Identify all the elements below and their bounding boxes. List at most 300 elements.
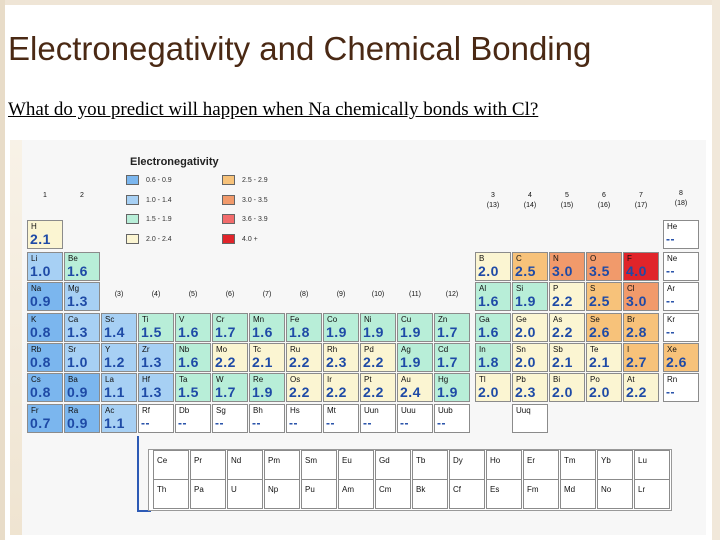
- electronegativity-value: 0.8: [30, 354, 51, 370]
- electronegativity-value: 0.9: [30, 293, 51, 309]
- electronegativity-value: --: [326, 416, 335, 430]
- electronegativity-value: 1.7: [437, 354, 458, 370]
- element-cell: [623, 373, 659, 402]
- electronegativity-value: 1.8: [478, 354, 499, 370]
- legend-swatch: [126, 195, 139, 205]
- element-symbol: As: [553, 315, 563, 324]
- element-symbol: In: [479, 345, 486, 354]
- electronegativity-value: --: [363, 416, 372, 430]
- element-cell: [663, 343, 699, 372]
- legend-label: 3.0 - 3.5: [242, 196, 268, 204]
- element-cell: [175, 373, 211, 402]
- element-cell: [512, 252, 548, 281]
- element-cell: [663, 313, 699, 342]
- element-symbol: Au: [401, 375, 411, 384]
- element-cell: [286, 373, 322, 402]
- element-symbol: Po: [590, 375, 600, 384]
- element-symbol: Ca: [68, 315, 79, 324]
- group-header: 3 (13): [486, 192, 500, 209]
- actinide-cell: [597, 479, 633, 509]
- actinide-cell: [634, 479, 670, 509]
- element-symbol: N: [553, 254, 559, 263]
- element-symbol: Cr: [216, 315, 225, 324]
- element-symbol: Al: [479, 284, 487, 293]
- electronegativity-value: 1.9: [437, 384, 458, 400]
- element-symbol: C: [516, 254, 522, 263]
- element-symbol: Hs: [290, 406, 300, 415]
- element-cell: [586, 373, 622, 402]
- element-cell: [286, 404, 322, 433]
- element-cell: [27, 373, 63, 402]
- element-symbol: S: [590, 284, 596, 293]
- group-header: 7 (17): [634, 192, 648, 209]
- electronegativity-value: 1.3: [141, 384, 162, 400]
- element-symbol: Cs: [31, 375, 41, 384]
- element-symbol: Sn: [516, 345, 526, 354]
- legend-item: [126, 233, 172, 245]
- element-symbol: Lr: [638, 485, 646, 494]
- element-symbol: V: [179, 315, 185, 324]
- element-symbol: Fm: [527, 485, 539, 494]
- electronegativity-value: 3.0: [552, 263, 573, 279]
- slide-question: What do you predict will happen when Na chemically bonds with Cl?: [8, 99, 539, 120]
- legend-item: [126, 213, 172, 225]
- element-cell: [101, 343, 137, 372]
- element-symbol: Ac: [105, 406, 115, 415]
- element-symbol: Md: [564, 485, 576, 494]
- element-cell: [397, 313, 433, 342]
- element-symbol: Li: [31, 254, 38, 263]
- element-symbol: Ne: [667, 254, 678, 263]
- element-cell: [175, 313, 211, 342]
- electronegativity-value: 1.1: [104, 384, 125, 400]
- group-header: (4): [151, 291, 161, 298]
- electronegativity-value: 2.8: [626, 324, 647, 340]
- element-cell: [360, 373, 396, 402]
- element-cell: [27, 404, 63, 433]
- element-cell: [101, 313, 137, 342]
- electronegativity-value: 2.3: [515, 384, 536, 400]
- legend-label: 1.0 - 1.4: [146, 196, 172, 204]
- actinide-cell: [153, 479, 189, 509]
- group-header: (12): [445, 291, 459, 298]
- legend-label: 4.0 +: [242, 235, 258, 243]
- legend-swatch: [126, 175, 139, 185]
- element-cell: [663, 220, 699, 249]
- lanthanide-cell: [523, 450, 559, 480]
- electronegativity-value: 1.9: [326, 324, 347, 340]
- element-symbol: Tc: [253, 345, 261, 354]
- element-symbol: Ag: [401, 345, 411, 354]
- element-symbol: K: [31, 315, 37, 324]
- element-cell: [64, 343, 100, 372]
- element-symbol: Sr: [68, 345, 76, 354]
- element-cell: [323, 313, 359, 342]
- element-cell: [512, 373, 548, 402]
- actinide-cell: [449, 479, 485, 509]
- element-cell: [27, 220, 63, 249]
- electronegativity-value: 1.4: [104, 324, 125, 340]
- element-cell: [323, 373, 359, 402]
- electronegativity-value: 3.0: [626, 293, 647, 309]
- electronegativity-value: 2.0: [515, 324, 536, 340]
- electronegativity-value: 1.3: [67, 324, 88, 340]
- element-symbol: Pa: [194, 485, 204, 494]
- electronegativity-value: 1.1: [104, 415, 125, 431]
- group-header: (6): [225, 291, 235, 298]
- element-symbol: Xe: [667, 345, 677, 354]
- element-symbol: Cu: [401, 315, 412, 324]
- electronegativity-value: 2.2: [363, 384, 384, 400]
- electronegativity-value: --: [289, 416, 298, 430]
- actinide-cell: [338, 479, 374, 509]
- lanthanide-cell: [190, 450, 226, 480]
- element-symbol: Bk: [416, 485, 426, 494]
- element-cell: [586, 313, 622, 342]
- element-symbol: W: [216, 375, 224, 384]
- element-cell: [64, 282, 100, 311]
- element-symbol: Tl: [479, 375, 486, 384]
- electronegativity-value: 2.5: [589, 293, 610, 309]
- element-symbol: Uuq: [516, 406, 531, 415]
- element-cell: [512, 282, 548, 311]
- group-header: (9): [336, 291, 346, 298]
- element-cell: [663, 252, 699, 281]
- group-header: (11): [409, 291, 421, 298]
- element-symbol: Tb: [416, 456, 426, 465]
- electronegativity-value: 0.8: [30, 384, 51, 400]
- element-cell: [549, 373, 585, 402]
- electronegativity-value: 2.4: [400, 384, 421, 400]
- element-symbol: At: [627, 375, 635, 384]
- electronegativity-value: 1.6: [178, 354, 199, 370]
- electronegativity-value: 2.0: [478, 263, 499, 279]
- element-cell: [64, 373, 100, 402]
- element-cell: [212, 343, 248, 372]
- slide-frame-top: [0, 0, 720, 5]
- element-cell: [434, 373, 470, 402]
- electronegativity-value: 3.5: [589, 263, 610, 279]
- element-symbol: Nd: [231, 456, 242, 465]
- electronegativity-value: 2.1: [252, 354, 273, 370]
- element-symbol: Mo: [216, 345, 228, 354]
- element-symbol: U: [231, 485, 237, 494]
- element-symbol: Sm: [305, 456, 317, 465]
- electronegativity-value: --: [141, 416, 150, 430]
- element-symbol: Cd: [438, 345, 449, 354]
- electronegativity-value: 2.3: [326, 354, 347, 370]
- element-symbol: Mg: [68, 284, 80, 293]
- legend-label: 1.5 - 1.9: [146, 215, 172, 223]
- element-symbol: Ar: [667, 284, 675, 293]
- element-symbol: Cm: [379, 485, 392, 494]
- element-symbol: Mt: [327, 406, 336, 415]
- element-symbol: Dy: [453, 456, 463, 465]
- electronegativity-value: 2.5: [515, 263, 536, 279]
- element-cell: [623, 313, 659, 342]
- element-cell: [434, 343, 470, 372]
- electronegativity-value: 2.0: [552, 384, 573, 400]
- element-symbol: Te: [590, 345, 599, 354]
- element-symbol: O: [590, 254, 597, 263]
- electronegativity-value: --: [437, 416, 446, 430]
- element-cell: [175, 404, 211, 433]
- element-cell: [212, 313, 248, 342]
- group-header: 5 (15): [560, 192, 574, 209]
- electronegativity-value: 2.2: [552, 293, 573, 309]
- element-symbol: I: [627, 345, 630, 354]
- element-symbol: Be: [68, 254, 78, 263]
- group-header: (8): [299, 291, 309, 298]
- element-cell: [663, 373, 699, 402]
- electronegativity-value: 1.9: [400, 324, 421, 340]
- electronegativity-value: 1.5: [141, 324, 162, 340]
- legend-item: [222, 194, 268, 206]
- element-symbol: Pb: [516, 375, 526, 384]
- element-symbol: Ce: [157, 456, 168, 465]
- element-symbol: Ti: [142, 315, 149, 324]
- electronegativity-value: 1.5: [178, 384, 199, 400]
- element-symbol: P: [553, 284, 559, 293]
- electronegativity-value: 1.7: [437, 324, 458, 340]
- element-symbol: Si: [516, 284, 524, 293]
- element-cell: [434, 313, 470, 342]
- element-symbol: Ge: [516, 315, 527, 324]
- element-symbol: Y: [105, 345, 111, 354]
- lanthanide-cell: [375, 450, 411, 480]
- element-symbol: Pr: [194, 456, 202, 465]
- element-cell: [27, 343, 63, 372]
- electronegativity-value: 2.2: [215, 354, 236, 370]
- element-cell: [27, 252, 63, 281]
- element-symbol: Co: [327, 315, 338, 324]
- element-symbol: Yb: [601, 456, 611, 465]
- element-symbol: Pu: [305, 485, 315, 494]
- element-cell: [360, 313, 396, 342]
- electronegativity-value: 1.9: [400, 354, 421, 370]
- lanthanide-cell: [338, 450, 374, 480]
- lanthanide-cell: [264, 450, 300, 480]
- element-cell: [175, 343, 211, 372]
- element-cell: [64, 404, 100, 433]
- electronegativity-value: --: [666, 385, 675, 399]
- electronegativity-value: 1.6: [178, 324, 199, 340]
- electronegativity-value: 1.0: [67, 354, 88, 370]
- electronegativity-value: --: [178, 416, 187, 430]
- element-symbol: Cf: [453, 485, 461, 494]
- element-cell: [249, 313, 285, 342]
- element-cell: [138, 373, 174, 402]
- element-symbol: Ir: [327, 375, 332, 384]
- element-symbol: Hf: [142, 375, 150, 384]
- actinide-cell: [375, 479, 411, 509]
- element-symbol: Ra: [68, 406, 79, 415]
- electronegativity-value: 2.0: [515, 354, 536, 370]
- lanthanide-cell: [486, 450, 522, 480]
- electronegativity-value: 1.9: [252, 384, 273, 400]
- element-cell: [249, 373, 285, 402]
- element-cell: [397, 373, 433, 402]
- group-header: 4 (14): [523, 192, 537, 209]
- element-symbol: Rb: [31, 345, 42, 354]
- element-symbol: Mn: [253, 315, 265, 324]
- element-symbol: Ba: [68, 375, 78, 384]
- electronegativity-value: 1.9: [363, 324, 384, 340]
- electronegativity-value: 1.6: [478, 293, 499, 309]
- electronegativity-value: 2.2: [363, 354, 384, 370]
- element-cell: [475, 282, 511, 311]
- legend-item: [222, 174, 268, 186]
- legend-label: 2.5 - 2.9: [242, 176, 268, 184]
- element-symbol: No: [601, 485, 612, 494]
- actinide-cell: [486, 479, 522, 509]
- element-symbol: Br: [627, 315, 635, 324]
- element-symbol: Eu: [342, 456, 352, 465]
- group-header: 6 (16): [597, 192, 611, 209]
- element-symbol: Pd: [364, 345, 374, 354]
- f-block-connector: [137, 436, 139, 511]
- element-cell: [286, 313, 322, 342]
- electronegativity-value: 1.3: [67, 293, 88, 309]
- element-symbol: Uun: [364, 406, 379, 415]
- element-symbol: Uuu: [401, 406, 416, 415]
- actinide-cell: [264, 479, 300, 509]
- electronegativity-value: 0.7: [30, 415, 51, 431]
- legend-item: [222, 213, 268, 225]
- lanthanide-cell: [153, 450, 189, 480]
- electronegativity-value: 0.8: [30, 324, 51, 340]
- element-symbol: Tm: [564, 456, 576, 465]
- element-cell: [323, 343, 359, 372]
- electronegativity-value: --: [666, 232, 675, 246]
- electronegativity-value: 1.3: [141, 354, 162, 370]
- lanthanide-cell: [634, 450, 670, 480]
- element-cell: [549, 343, 585, 372]
- element-symbol: Ga: [479, 315, 490, 324]
- legend-item: [126, 174, 172, 186]
- legend-swatch: [222, 175, 235, 185]
- element-cell: [663, 282, 699, 311]
- element-cell: [475, 252, 511, 281]
- element-symbol: Sg: [216, 406, 226, 415]
- element-symbol: Zn: [438, 315, 448, 324]
- element-symbol: Rn: [667, 375, 678, 384]
- electronegativity-value: 1.6: [478, 324, 499, 340]
- element-cell: [101, 373, 137, 402]
- electronegativity-value: 2.6: [589, 324, 610, 340]
- element-cell: [27, 313, 63, 342]
- element-cell: [397, 404, 433, 433]
- electronegativity-value: 1.2: [104, 354, 125, 370]
- electronegativity-value: --: [666, 264, 675, 278]
- group-header: 8 (18): [674, 190, 688, 207]
- slide-frame-right: [712, 0, 720, 540]
- element-cell: [138, 404, 174, 433]
- electronegativity-value: 2.1: [589, 354, 610, 370]
- element-cell: [323, 404, 359, 433]
- element-symbol: Th: [157, 485, 167, 494]
- element-symbol: F: [627, 254, 632, 263]
- legend-item: [126, 194, 172, 206]
- element-cell: [286, 343, 322, 372]
- electronegativity-value: 2.7: [626, 354, 647, 370]
- lanthanide-cell: [597, 450, 633, 480]
- electronegativity-value: 2.2: [626, 384, 647, 400]
- legend-label: 2.0 - 2.4: [146, 235, 172, 243]
- element-symbol: Gd: [379, 456, 390, 465]
- element-symbol: Se: [590, 315, 600, 324]
- electronegativity-value: 1.9: [515, 293, 536, 309]
- group-header: 2: [80, 192, 84, 199]
- element-cell: [360, 343, 396, 372]
- element-cell: [475, 313, 511, 342]
- element-symbol: B: [479, 254, 485, 263]
- element-symbol: Rf: [142, 406, 150, 415]
- element-symbol: Bh: [253, 406, 263, 415]
- lanthanide-cell: [227, 450, 263, 480]
- slide-title: Electronegativity and Chemical Bonding: [8, 30, 592, 67]
- lanthanide-cell: [412, 450, 448, 480]
- element-cell: [549, 282, 585, 311]
- element-symbol: Fr: [31, 406, 39, 415]
- element-symbol: Ni: [364, 315, 372, 324]
- element-symbol: Re: [253, 375, 264, 384]
- actinide-cell: [301, 479, 337, 509]
- element-cell: [27, 282, 63, 311]
- element-cell: [212, 404, 248, 433]
- element-cell: [586, 252, 622, 281]
- electronegativity-value: 1.8: [289, 324, 310, 340]
- group-header: (7): [262, 291, 272, 298]
- electronegativity-value: --: [666, 325, 675, 339]
- element-symbol: Ru: [290, 345, 301, 354]
- element-cell: [475, 373, 511, 402]
- element-symbol: Uub: [438, 406, 453, 415]
- element-symbol: Fe: [290, 315, 300, 324]
- element-symbol: Es: [490, 485, 500, 494]
- element-symbol: La: [105, 375, 114, 384]
- element-cell: [512, 313, 548, 342]
- element-cell: [512, 343, 548, 372]
- element-symbol: Ta: [179, 375, 188, 384]
- element-cell: [101, 404, 137, 433]
- element-symbol: Pm: [268, 456, 280, 465]
- electronegativity-value: --: [666, 294, 675, 308]
- lanthanide-cell: [560, 450, 596, 480]
- electronegativity-value: 2.2: [289, 354, 310, 370]
- legend-swatch: [126, 234, 139, 244]
- element-symbol: Rh: [327, 345, 338, 354]
- electronegativity-value: 1.6: [252, 324, 273, 340]
- actinide-cell: [523, 479, 559, 509]
- electronegativity-value: 2.0: [478, 384, 499, 400]
- electronegativity-value: 2.6: [666, 354, 687, 370]
- element-symbol: Nb: [179, 345, 190, 354]
- electronegativity-value: --: [252, 416, 261, 430]
- element-symbol: Na: [31, 284, 42, 293]
- electronegativity-value: 2.2: [289, 384, 310, 400]
- element-cell: [138, 313, 174, 342]
- element-symbol: Zr: [142, 345, 150, 354]
- element-cell: [623, 343, 659, 372]
- lanthanide-cell: [301, 450, 337, 480]
- element-cell: [512, 404, 548, 433]
- element-cell: [397, 343, 433, 372]
- element-cell: [586, 282, 622, 311]
- actinide-cell: [560, 479, 596, 509]
- element-symbol: H: [31, 222, 37, 231]
- electronegativity-value: 0.9: [67, 384, 88, 400]
